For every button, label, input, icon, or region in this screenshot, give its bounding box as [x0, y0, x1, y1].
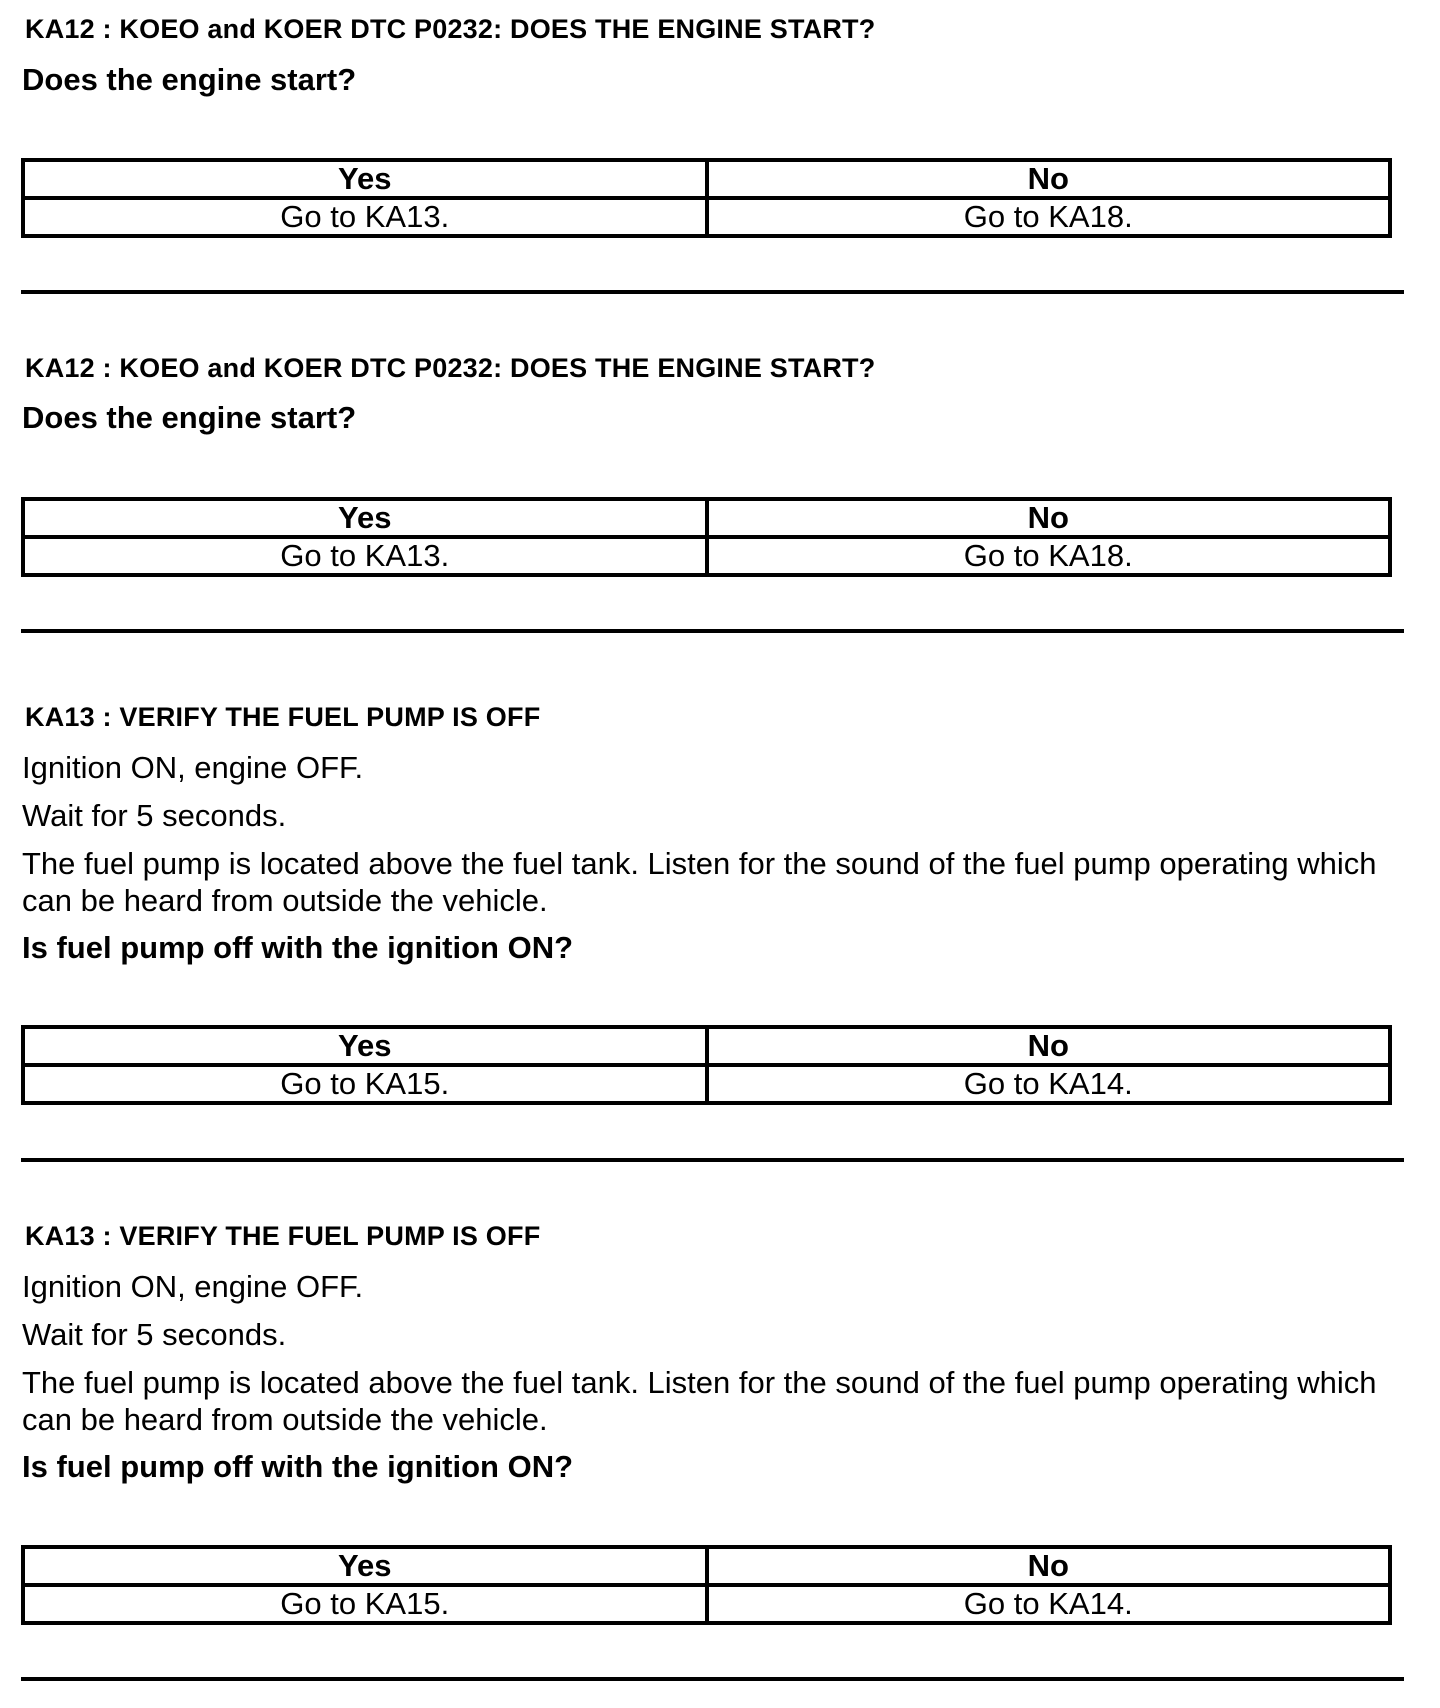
action-yes: Go to KA13.	[23, 537, 707, 575]
header-no: No	[707, 1547, 1391, 1585]
table-row	[23, 1065, 1390, 1103]
table-header-row	[23, 160, 1390, 198]
section-divider	[21, 629, 1404, 633]
instruction-step: The fuel pump is located above the fuel tank. Listen for the sound of the fuel pump operating which can be heard from outside the vehicle.	[22, 846, 1377, 918]
instruction-step: Ignition ON, engine OFF.	[22, 1269, 364, 1304]
answer-table	[21, 158, 1392, 238]
header-yes: Yes	[23, 1027, 707, 1065]
header-no: No	[707, 499, 1391, 537]
answer-table	[21, 1545, 1392, 1625]
step-title-ka13: KA13 : VERIFY THE FUEL PUMP IS OFF	[25, 702, 541, 732]
table-row	[23, 1585, 1390, 1623]
instruction-step: Ignition ON, engine OFF.	[22, 750, 364, 785]
answer-table	[21, 497, 1392, 577]
instruction-step: Wait for 5 seconds.	[22, 1317, 287, 1352]
answer-table	[21, 1025, 1392, 1105]
action-yes: Go to KA13.	[23, 198, 707, 236]
table-row	[23, 537, 1390, 575]
action-yes: Go to KA15.	[23, 1585, 707, 1623]
header-no: No	[707, 1027, 1391, 1065]
step-title-ka12: KA12 : KOEO and KOER DTC P0232: DOES THE ENGINE START?	[25, 353, 876, 383]
table-header-row	[23, 499, 1390, 537]
question: Is fuel pump off with the ignition ON?	[22, 930, 574, 965]
question: Is fuel pump off with the ignition ON?	[22, 1449, 574, 1484]
header-yes: Yes	[23, 1547, 707, 1585]
instruction-step: The fuel pump is located above the fuel tank. Listen for the sound of the fuel pump operating which can be heard from outside the vehicle.	[22, 1365, 1377, 1437]
instruction-step: Wait for 5 seconds.	[22, 798, 287, 833]
table-header-row	[23, 1027, 1390, 1065]
action-no: Go to KA14.	[707, 1585, 1391, 1623]
section-divider	[21, 290, 1404, 294]
action-yes: Go to KA15.	[23, 1065, 707, 1103]
action-no: Go to KA18.	[707, 198, 1391, 236]
header-yes: Yes	[23, 499, 707, 537]
step-title-ka12: KA12 : KOEO and KOER DTC P0232: DOES THE ENGINE START?	[25, 14, 876, 44]
header-yes: Yes	[23, 160, 707, 198]
action-no: Go to KA14.	[707, 1065, 1391, 1103]
table-header-row	[23, 1547, 1390, 1585]
question: Does the engine start?	[22, 400, 357, 435]
table-row	[23, 198, 1390, 236]
step-title-ka13: KA13 : VERIFY THE FUEL PUMP IS OFF	[25, 1221, 541, 1251]
header-no: No	[707, 160, 1391, 198]
question: Does the engine start?	[22, 62, 357, 97]
section-divider	[21, 1158, 1404, 1162]
section-divider	[21, 1677, 1404, 1681]
action-no: Go to KA18.	[707, 537, 1391, 575]
